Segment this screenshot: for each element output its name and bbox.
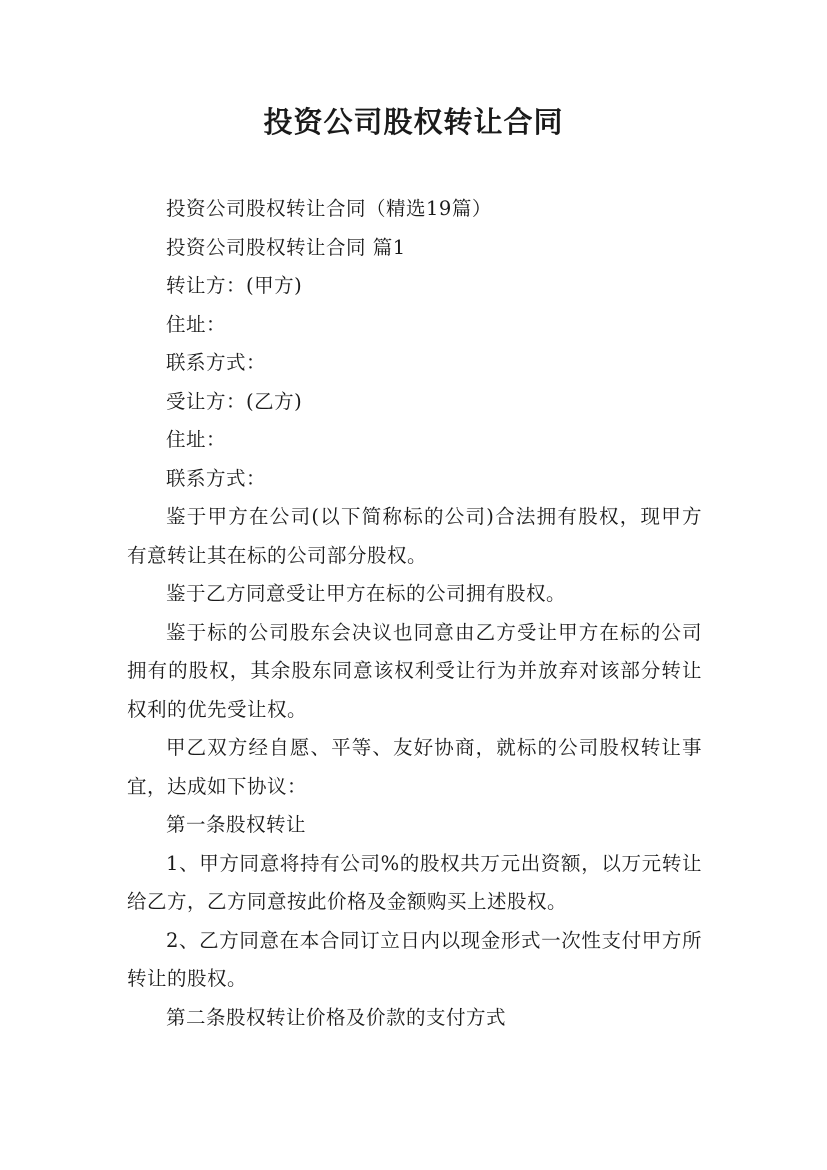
paragraph-recital-3: 鉴于标的公司股东会决议也同意由乙方受让甲方在标的公司拥有的股权，其余股东同意该权利受让行为并放弃对该部分转让权利的优先受让权。 <box>127 620 702 721</box>
paragraph-transferor-contact: 联系方式： <box>166 351 267 374</box>
paragraph-article-1-clause-1: 1、甲方同意将持有公司%的股权共万元出资额，以万元转让给乙方，乙方同意按此价格及金额购买上述股权。 <box>127 851 702 913</box>
paragraph-transferee-address: 住址： <box>166 428 227 451</box>
document-title: 投资公司股权转让合同 <box>263 105 564 139</box>
paragraph-transferor-address: 住址： <box>166 312 227 336</box>
paragraph-recital-1: 鉴于甲方在公司(以下简称标的公司)合法拥有股权，现甲方有意转让其在标的公司部分股权。 <box>127 505 702 567</box>
paragraph-article-1-clause-2: 2、乙方同意在本合同订立日内以现金形式一次性支付甲方所转让的股权。 <box>127 928 702 990</box>
paragraph-recital-2: 鉴于乙方同意受让甲方在标的公司拥有股权。 <box>166 582 567 605</box>
paragraph-transferee: 受让方：(乙方) <box>166 389 303 413</box>
paragraph-transferor: 转让方：(甲方) <box>166 274 303 297</box>
paragraph-article-1-heading: 第一条股权转让 <box>166 813 307 836</box>
paragraph-agreement-intro: 甲乙双方经自愿、平等、友好协商，就标的公司股权转让事宜，达成如下协议： <box>127 736 702 798</box>
paragraph-section-heading: 投资公司股权转让合同 篇1 <box>166 235 406 259</box>
document-body <box>127 190 702 1037</box>
paragraph-subtitle: 投资公司股权转让合同（精选19篇） <box>166 197 492 220</box>
paragraph-article-2-heading: 第二条股权转让价格及价款的支付方式 <box>166 1005 507 1029</box>
paragraph-transferee-contact: 联系方式： <box>166 466 267 490</box>
